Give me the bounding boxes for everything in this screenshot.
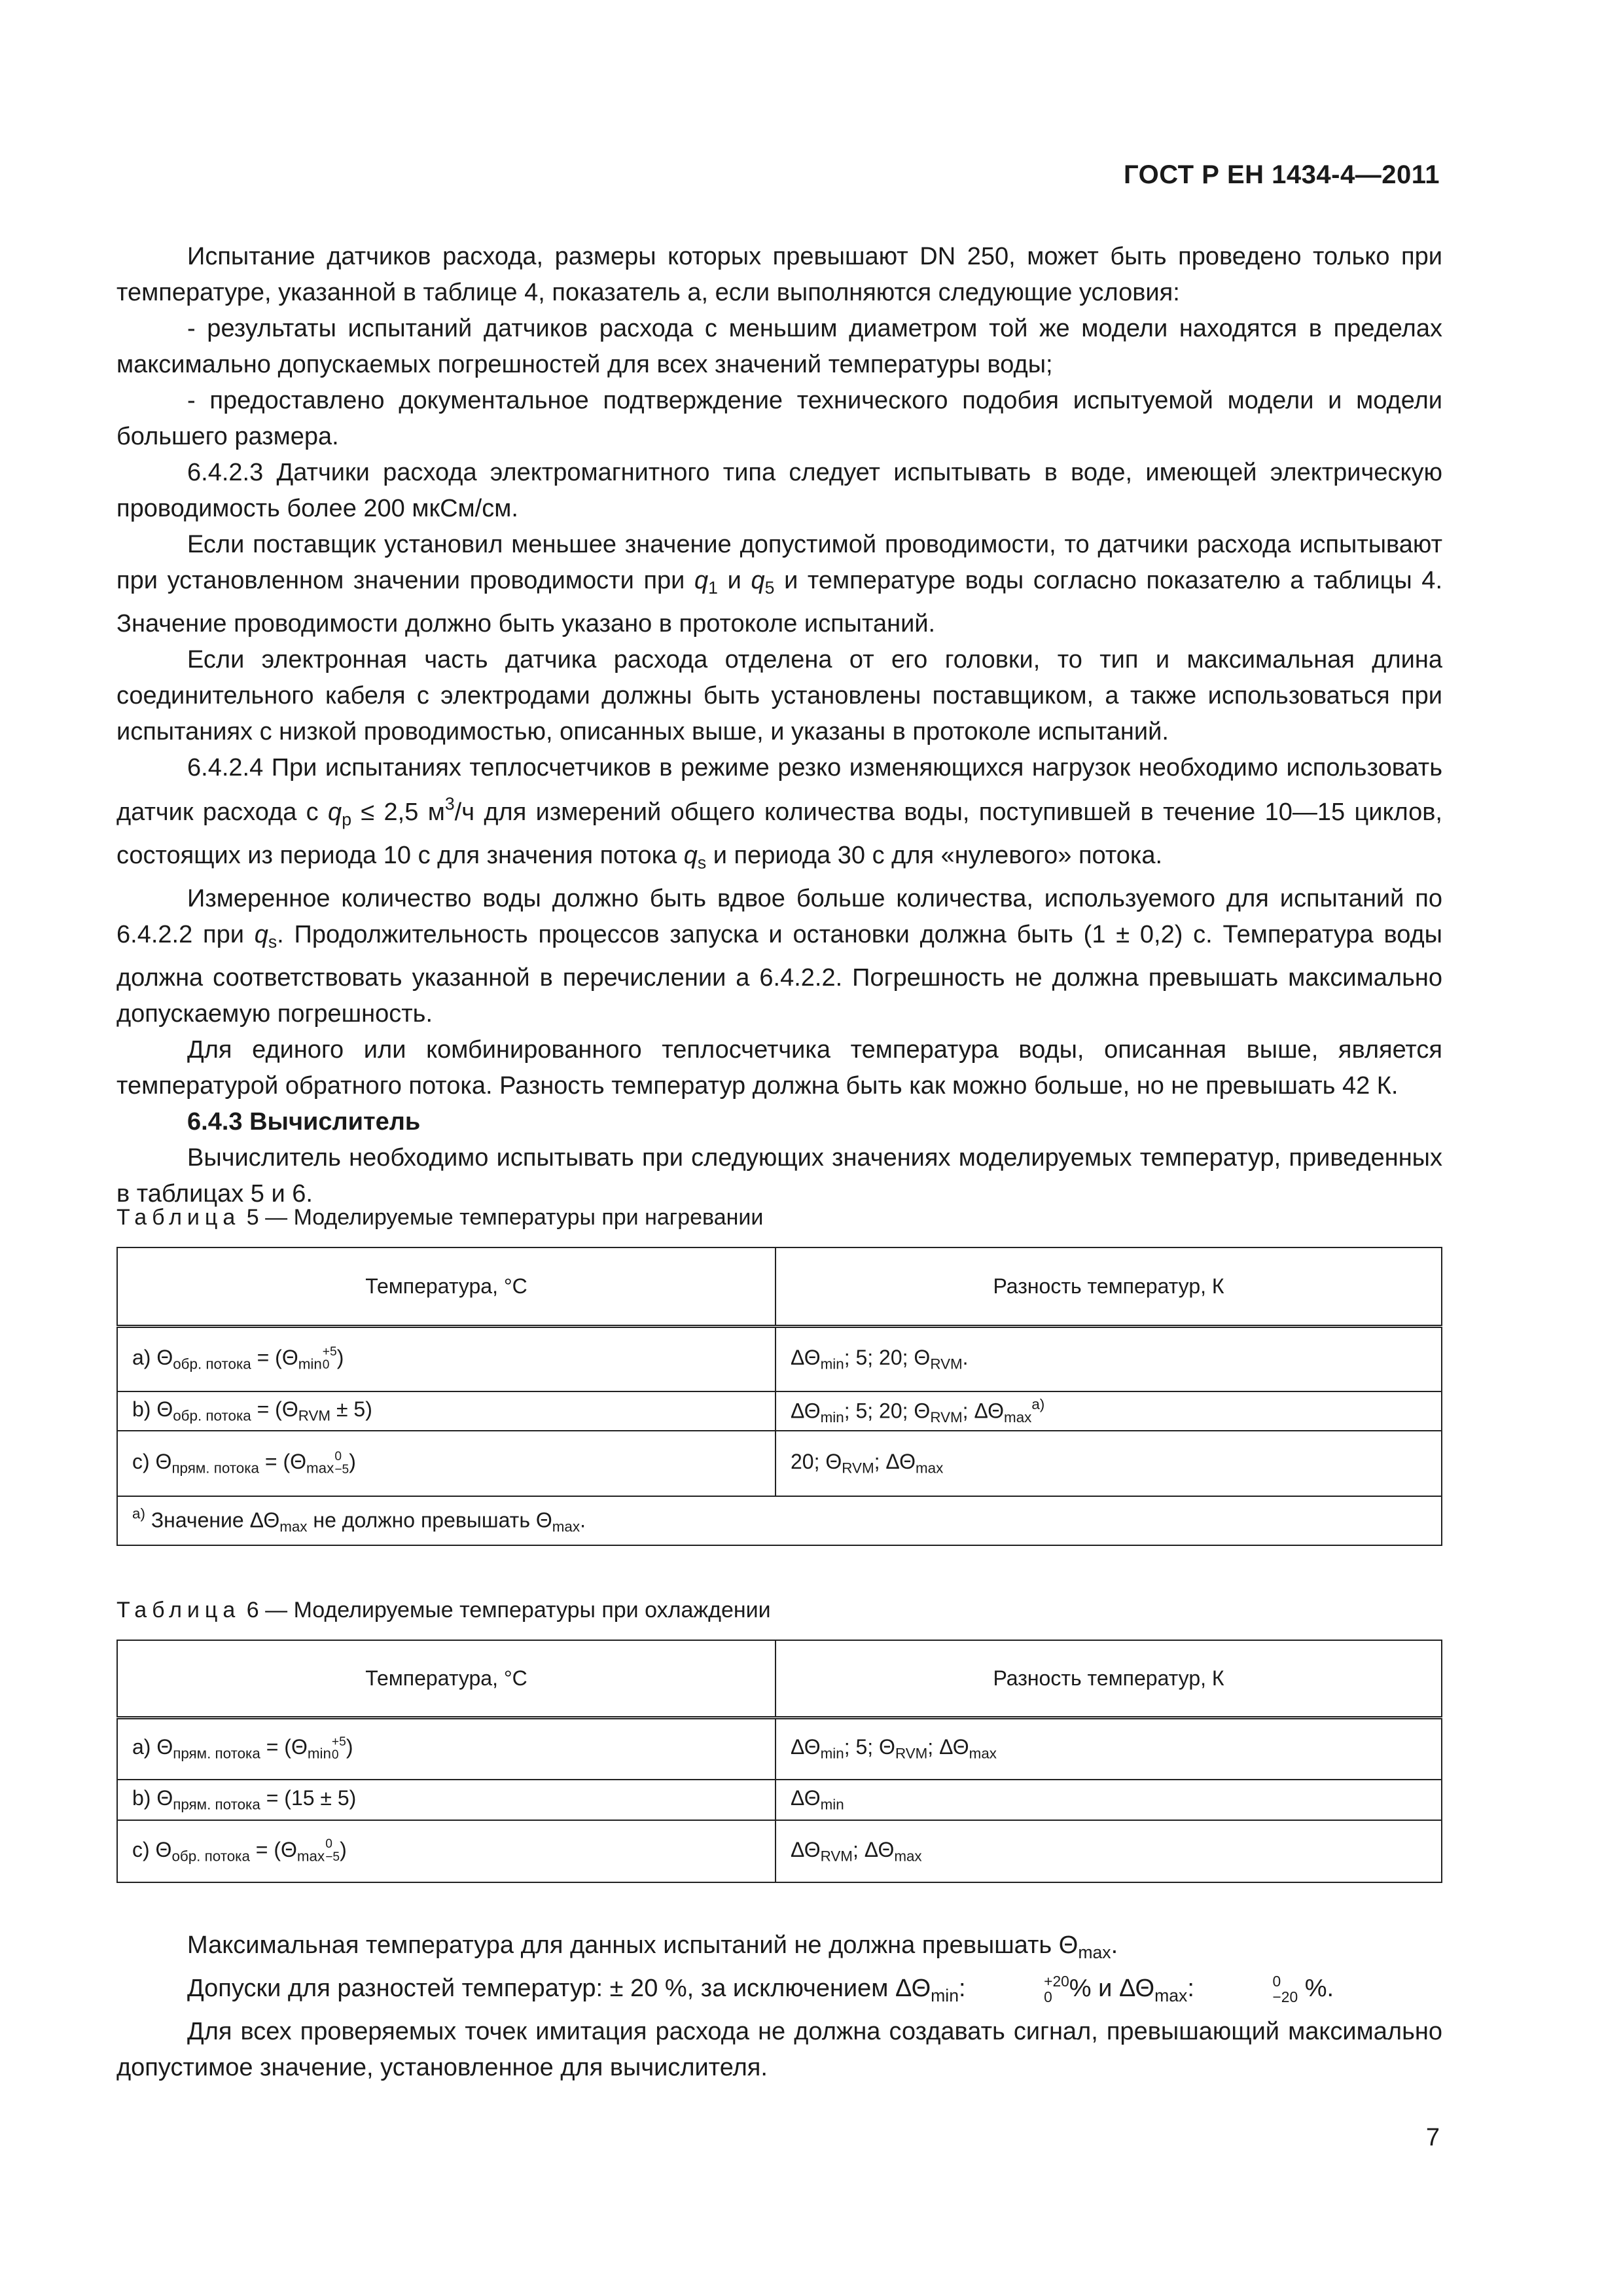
column-header: Температура, °С xyxy=(117,1247,776,1326)
paragraph: 6.4.2.4 При испытаниях теплосчетчиков в режиме резко изменяющихся нагрузок необходимо использовать датчик расхода с $q_p \le 2,5$ $м^3/ч$ для измерений общего количества воды, поступившей в течение 10—15 циклов, состоящих из периода 10 с для значения потока $q_s$ и периода 30 с для «нулевого» потока. xyxy=(116,753,1442,872)
table-header-row xyxy=(117,1247,1442,1326)
table-row xyxy=(117,1717,1442,1780)
paragraph: - предоставлено документальное подтверждение технического подобия испытуемой модели и модели большего размера. xyxy=(116,387,1442,450)
table-cell: a) $\Theta_{обр. потока} = (\Theta_{min}$ +5 0 ) xyxy=(117,1326,776,1391)
table-cell: c) $\Theta_{прям. потока} = (\Theta_{max}$ 0 −5 ) xyxy=(117,1431,776,1496)
body-text xyxy=(116,239,1442,1212)
paragraph: - результаты испытаний датчиков расхода с меньшим диаметром той же модели находятся в пределах максимально допускаемых погрешностей для всех значений температуры воды; xyxy=(116,315,1442,378)
paragraph: Испытание датчиков расхода, размеры которых превышают DN 250, может быть проведено только при температуре, указанной в таблице 4, показатель а, если выполняются следующие условия: xyxy=(116,243,1442,306)
table-6-caption: Таблица 6 — Моделируемые температуры при охлаждении xyxy=(116,1598,771,1623)
section-heading: 6.4.3 Вычислитель xyxy=(187,1107,421,1136)
table-row xyxy=(117,1780,1442,1820)
table-header-row xyxy=(117,1640,1442,1717)
column-header: Разность температур, К xyxy=(776,1640,1442,1717)
table-cell: a) $\Theta_{прям. потока} = (\Theta_{min}$ +5 0 ) xyxy=(117,1717,776,1780)
table-row xyxy=(117,1431,1442,1496)
page-number: 7 xyxy=(1425,2124,1440,2151)
table-note-row xyxy=(117,1496,1442,1545)
column-header: Температура, °С xyxy=(117,1640,776,1717)
table-cell: b) $\Theta_{прям. потока} = (15 \pm 5)$ xyxy=(117,1780,776,1820)
column-header: Разность температур, К xyxy=(776,1247,1442,1326)
table-cell: $\Delta\Theta_{min}$; 5; 20; $\Theta_{RVM}$; $\Delta\Theta_{max}^{а)}$ xyxy=(776,1391,1442,1431)
table-6 xyxy=(116,1640,1442,1883)
paragraph: Для всех проверяемых точек имитация расхода не должна создавать сигнал, превышающий максимально допустимое значение, установленное для вычислителя. xyxy=(116,2017,1442,2081)
paragraph: Если электронная часть датчика расхода отделена от его головки, то тип и максимальная длина соединительного кабеля с электродами должны быть установлены поставщиком, а также использоваться при испытаниях с низкой проводимостью, описанных выше, и указаны в протоколе испытаний. xyxy=(116,645,1442,745)
document-number: ГОСТ Р ЕН 1434-4—2011 xyxy=(1124,160,1440,189)
table-cell: $\Delta\Theta_{min}$; 5; 20; $\Theta_{RVM}$. xyxy=(776,1326,1442,1391)
paragraph: Максимальная температура для данных испытаний не должна превышать $\Theta_{max}$. xyxy=(187,1931,1118,1962)
table-5 xyxy=(116,1247,1442,1546)
table-cell: b) $\Theta_{обр. потока} = (\Theta_{RVM} \pm 5)$ xyxy=(117,1391,776,1431)
paragraph: Если поставщик установил меньшее значение допустимой проводимости, то датчики расхода испытывают при установленном значении проводимости при $q_1$ и $q_5$ и температуре воды согласно показателю а таблицы 4. Значение проводимости должно быть указано в протоколе испытаний. xyxy=(116,531,1443,637)
table-row xyxy=(117,1326,1442,1391)
paragraph: Допуски для разностей температур: ± 20 %, за исключением $\Delta\Theta_{min}$: +20 0 % и $\Delta\Theta_{max}$: 0 −20 %. xyxy=(187,1973,1334,2005)
closing-text xyxy=(116,1928,1442,2086)
paragraph: Вычислитель необходимо испытывать при следующих значениях моделируемых температур, приведенных в таблицах 5 и 6. xyxy=(116,1143,1442,1208)
table-row xyxy=(117,1820,1442,1882)
paragraph: Для единого или комбинированного теплосчетчика температура воды, описанная выше, является температурой обратного потока. Разность температур должна быть как можно больше, но не превышать 42 К. xyxy=(116,1035,1442,1100)
paragraph: 6.4.2.3 Датчики расхода электромагнитного типа следует испытывать в воде, имеющей электрическую проводимость более 200 мкСм/см. xyxy=(116,459,1442,522)
table-cell: $\Delta\Theta_{min}$ xyxy=(776,1780,1442,1820)
table-cell: $\Delta\Theta_{RVM}$; $\Delta\Theta_{max}$ xyxy=(776,1820,1442,1882)
table-row xyxy=(117,1391,1442,1431)
table-cell: 20; $\Theta_{RVM}$; $\Delta\Theta_{max}$ xyxy=(776,1431,1442,1496)
table-footnote: $^{а)}$ Значение $\Delta\Theta_{max}$ не должно превышать $\Theta_{max}$. xyxy=(117,1496,1442,1545)
table-5-caption: Таблица 5 — Моделируемые температуры при нагревании xyxy=(116,1205,764,1230)
table-cell: $\Delta\Theta_{min}$; 5; $\Theta_{RVM}$; $\Delta\Theta_{max}$ xyxy=(776,1717,1442,1780)
table-cell: c) $\Theta_{обр. потока} = (\Theta_{max}$ 0 −5 ) xyxy=(117,1820,776,1882)
paragraph: Измеренное количество воды должно быть вдвое больше количества, используемого для испытаний по 6.4.2.2 при $q_s$. Продолжительность процессов запуска и остановки должна быть (1 ± 0,2) с. Температура воды должна соответствовать указанной в перечислении а 6.4.2.2. Погрешность не должна превышать максимально допускаемую погрешность. xyxy=(116,884,1442,1028)
